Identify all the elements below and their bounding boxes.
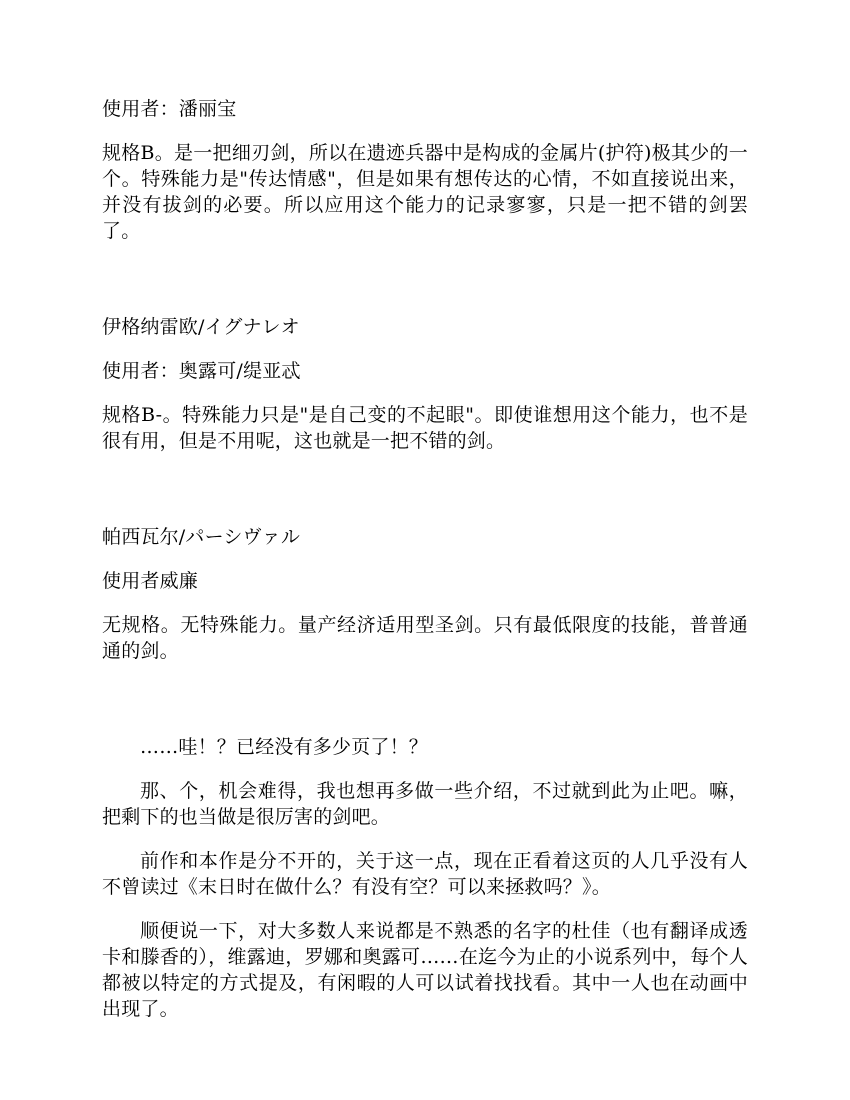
sword-2-user: 使用者：奥露可/缇亚忒 (102, 360, 301, 382)
sword-1-user: 使用者：潘丽宝 (102, 98, 237, 120)
document-page (102, 96, 748, 1040)
afterword-paragraph-2: 那、个，机会难得，我也想再多做一些介绍，不过就到此为止吧。嘛，把剩下的也当做是很厉害的剑吧。 (102, 780, 748, 828)
sword-1-description: 规格B。是一把细刃剑，所以在遗迹兵器中是构成的金属片(护符)极其少的一个。特殊能力是"传达情感"，但是如果有想传达的心情，不如直接说出来，并没有拔剑的必要。所以应用这个能力的记录寥寥，只是一把不错的剑罢了。 (102, 142, 748, 242)
section-spacer (102, 262, 748, 314)
section-spacer (102, 472, 748, 524)
sword-3-title: 帕西瓦尔/パーシヴァル (102, 526, 301, 548)
section-spacer (102, 682, 748, 734)
sword-3-user: 使用者威廉 (102, 570, 199, 592)
sword-2-title: 伊格纳雷欧/イグナレオ (102, 316, 300, 338)
afterword-paragraph-4: 顺便说一下，对大多数人来说都是不熟悉的名字的杜佳（也有翻译成透卡和滕香的），维露迪，罗娜和奥露可……在迄今为止的小说系列中，每个人都被以特定的方式提及，有闲暇的人可以试着找找看。其中一人也在动画中出现了。 (102, 920, 748, 1020)
afterword-paragraph-3: 前作和本作是分不开的，关于这一点，现在正看着这页的人几乎没有人不曾读过《末日时在做什么？有没有空？可以来拯救吗？》。 (102, 850, 748, 898)
afterword-paragraph-1: ……哇！？已经没有多少页了！？ (140, 736, 429, 758)
sword-2-description: 规格B-。特殊能力只是"是自己变的不起眼"。即使谁想用这个能力，也不是很有用，但是不用呢，这也就是一把不错的剑。 (102, 404, 748, 452)
sword-3-description: 无规格。无特殊能力。量产经济适用型圣剑。只有最低限度的技能，普普通通的剑。 (102, 614, 748, 662)
